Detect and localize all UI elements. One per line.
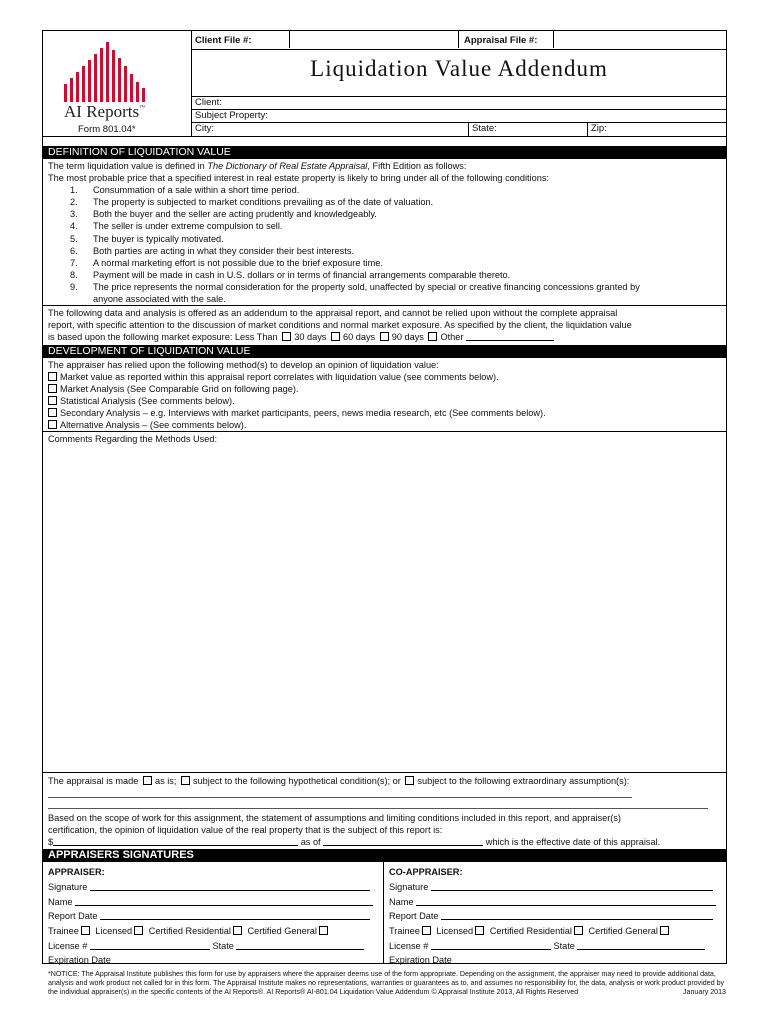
coappraiser-trainee-checkbox[interactable] [422, 926, 431, 935]
condition-item: The seller is under extreme compulsion to sell. [93, 221, 283, 231]
cert-gen-label: Certified General [247, 926, 317, 936]
conditions-line-1[interactable] [48, 797, 632, 798]
appraisal-made-line [48, 775, 629, 787]
following-line2: report, with specific attention to the discussion of market conditions and normal market exposure. As specified by the client, the liquidation value [48, 320, 632, 330]
appraiser-trainee-checkbox[interactable] [81, 926, 90, 935]
as-of-date-field[interactable] [323, 845, 483, 846]
method-label: Alternative Analysis – (See comments below). [60, 420, 247, 430]
state-label: State [553, 941, 575, 951]
definition-intro [48, 160, 466, 172]
method-option[interactable] [48, 383, 298, 395]
appraiser-expiration-row [48, 955, 371, 966]
coappraiser-cert-gen-checkbox[interactable] [660, 926, 669, 935]
coappraiser-licensed-checkbox[interactable] [475, 926, 484, 935]
method-option[interactable] [48, 419, 246, 431]
based-line2: certification, the opinion of liquidation value of the real property that is the subject of this report is: [48, 825, 443, 835]
coappraiser-license-field[interactable] [431, 949, 551, 950]
value-line [48, 836, 660, 848]
appraiser-name-field[interactable] [75, 905, 373, 906]
coappraiser-expiration-row [389, 955, 712, 966]
comments-label: Comments Regarding the Methods Used: [48, 434, 218, 444]
item-number: 8. [70, 270, 78, 280]
signatures-heading: APPRAISERS SIGNATURES [42, 849, 727, 862]
label-hypothetical: subject to the following hypothetical condition(s); or [192, 776, 401, 786]
market-exposure-line [48, 331, 554, 343]
appraiser-cert-gen-checkbox[interactable] [319, 926, 328, 935]
signature-label: Signature [48, 882, 88, 892]
cert-gen-label: Certified General [588, 926, 658, 936]
form-number: Form 801.04* [78, 124, 136, 135]
client-file-field[interactable] [289, 31, 459, 48]
appraiser-label: APPRAISER: [48, 867, 105, 877]
footer-notice [48, 970, 728, 998]
logo-tm: ™ [139, 105, 145, 111]
checkbox-90-days[interactable] [380, 332, 389, 341]
intro-text: The term liquidation value is defined in [48, 161, 208, 171]
expiration-label: Expiration Date [48, 955, 111, 965]
appraiser-expiration-field[interactable] [113, 963, 371, 964]
condition-item: Both parties are acting in what they consider their best interests. [93, 246, 354, 256]
city-field[interactable] [218, 123, 466, 135]
appraiser-report-date-field[interactable] [100, 919, 370, 920]
checkbox-other[interactable] [428, 332, 437, 341]
as-of-text: as of [300, 837, 321, 847]
following-line1: The following data and analysis is offered as an addendum to the appraisal report, and cannot be relied upon without the complete appraisal [48, 308, 618, 318]
method-checkbox[interactable] [48, 408, 57, 417]
city-label: City: [195, 123, 214, 134]
licensed-label: Licensed [436, 926, 474, 936]
method-label: Secondary Analysis – e.g. Interviews with market participants, peers, news media research, etc (See comments below). [60, 408, 546, 418]
coappraiser-signature-field[interactable] [431, 890, 713, 891]
method-checkbox[interactable] [48, 372, 57, 381]
coappraiser-expiration-field[interactable] [454, 963, 712, 964]
appraiser-report-date-row [48, 911, 370, 922]
label-other: Other [440, 332, 464, 342]
condition-item: Both the buyer and the seller are acting prudently and knowledgeably. [93, 209, 377, 219]
appraiser-licensed-checkbox[interactable] [134, 926, 143, 935]
name-label: Name [48, 897, 73, 907]
method-checkbox[interactable] [48, 420, 57, 429]
item-number: 7. [70, 258, 78, 268]
method-label: Market value as reported within this appraisal report correlates with liquidation value (see comments below). [60, 372, 499, 382]
client-field[interactable] [232, 97, 726, 108]
checkbox-60-days[interactable] [331, 332, 340, 341]
coappraiser-cert-res-checkbox[interactable] [574, 926, 583, 935]
subject-property-field[interactable] [275, 110, 726, 121]
label-extraordinary: subject to the following extraordinary assumption(s): [417, 776, 630, 786]
comments-textarea[interactable] [44, 446, 725, 770]
checkbox-as-is[interactable] [143, 776, 152, 785]
state-label: State [212, 941, 234, 951]
appraiser-signature-row [48, 882, 370, 893]
client-label: Client: [195, 97, 222, 108]
licensed-label: Licensed [95, 926, 133, 936]
market-exposure-text: is based upon the following market exposure: Less Than [48, 332, 278, 342]
condition-item: The property is subjected to market conditions prevailing as of the date of valuation. [93, 197, 434, 207]
appraiser-type-row [48, 926, 331, 937]
condition-item: Consummation of a sale within a short time period. [93, 185, 300, 195]
item-number: 9. [70, 282, 78, 292]
appraiser-state-field[interactable] [236, 949, 364, 950]
development-intro: The appraiser has relied upon the following method(s) to develop an opinion of liquidation value: [48, 360, 439, 370]
label-30-days: 30 days [294, 332, 327, 342]
coappraiser-label: CO-APPRAISER: [389, 867, 463, 877]
value-field[interactable] [53, 845, 298, 846]
label-as-is: as is; [154, 776, 177, 786]
item-number: 2. [70, 197, 78, 207]
item-number: 6. [70, 246, 78, 256]
condition-item: Payment will be made in cash in U.S. dollars or in terms of financial arrangements comparable thereto. [93, 270, 511, 280]
condition-item: The price represents the normal consideration for the property sold, unaffected by special or creative financing concessions granted by [93, 282, 640, 292]
condition-item: The buyer is typically motivated. [93, 234, 224, 244]
coappraiser-type-row [389, 926, 672, 937]
appraisal-file-field[interactable] [553, 31, 726, 48]
made-prefix: The appraisal is made [48, 776, 139, 786]
license-label: License # [389, 941, 429, 951]
item-number: 4. [70, 221, 78, 231]
appraiser-name-row [48, 897, 373, 908]
method-checkbox[interactable] [48, 384, 57, 393]
logo-text: AI Reports [64, 102, 140, 121]
method-option[interactable] [48, 395, 235, 407]
state-label: State: [472, 123, 497, 134]
label-60-days: 60 days [342, 332, 376, 342]
appraiser-license-row [48, 941, 364, 952]
cert-res-label: Certified Residential [148, 926, 231, 936]
coappraiser-license-row [389, 941, 705, 952]
report-date-label: Report Date [48, 911, 98, 921]
zip-field[interactable] [610, 123, 725, 135]
client-file-label: Client File #: [195, 35, 252, 46]
notice-text: *NOTICE: The Appraisal Institute publishes this form for use by appraisers where the appraiser deems use of the form appropriate. Depending on the assignment, the appraiser may need to provide additional data, analysis and work product not called for in this form. The Appraisal Institute makes no representations, warranties or guarantees as to, and assumes no responsibility for, the data, analysis or work product provided by the individual appraiser(s) in the specific contents of the AI Reports®. AI Reports® AI-801.04 Liquidation Value Addendum © Appraisal Institute 2013, All Rights Reserved [48, 970, 725, 997]
item-number: 5. [70, 234, 78, 244]
method-label: Statistical Analysis (See comments below). [60, 396, 235, 406]
state-field[interactable] [505, 123, 585, 135]
appraiser-cert-res-checkbox[interactable] [233, 926, 242, 935]
appraiser-signature-field[interactable] [90, 890, 370, 891]
method-option[interactable] [48, 407, 546, 419]
checkbox-hypothetical[interactable] [181, 776, 190, 785]
license-label: License # [48, 941, 88, 951]
other-days-field[interactable] [466, 340, 554, 341]
expiration-label: Expiration Date [389, 955, 452, 965]
method-option[interactable] [48, 371, 499, 383]
label-90-days: 90 days [391, 332, 424, 342]
conditions-line-2[interactable] [48, 808, 708, 809]
definition-heading: DEFINITION OF LIQUIDATION VALUE [42, 146, 727, 159]
coappraiser-report-date-field[interactable] [441, 919, 713, 920]
cert-res-label: Certified Residential [489, 926, 572, 936]
checkbox-30-days[interactable] [282, 332, 291, 341]
intro-text-end: , Fifth Edition as follows: [367, 161, 467, 171]
book-title: The Dictionary of Real Estate Appraisal [207, 161, 368, 171]
trainee-label: Trainee [389, 926, 420, 936]
trainee-label: Trainee [48, 926, 79, 936]
page-title: Liquidation Value Addendum [310, 56, 608, 81]
based-line1: Based on the scope of work for this assignment, the statement of assumptions and limiting conditions included in this report, and appraiser(s) [48, 813, 621, 823]
coappraiser-signature-row [389, 882, 713, 893]
coappraiser-report-date-row [389, 911, 713, 922]
item-number: 3. [70, 209, 78, 219]
signature-label: Signature [389, 882, 429, 892]
method-checkbox[interactable] [48, 396, 57, 405]
report-date-label: Report Date [389, 911, 439, 921]
subject-property-label: Subject Property: [195, 110, 268, 121]
appraiser-license-field[interactable] [90, 949, 210, 950]
appraisal-file-label: Appraisal File #: [464, 35, 538, 46]
method-label: Market Analysis (See Comparable Grid on following page). [60, 384, 299, 394]
checkbox-extraordinary[interactable] [405, 776, 414, 785]
coappraiser-name-field[interactable] [416, 905, 716, 906]
zip-label: Zip: [591, 123, 607, 134]
definition-intro-line2: The most probable price that a specified interest in real estate property is likely to bring under all of the following conditions: [48, 173, 549, 183]
logo [60, 40, 170, 124]
coappraiser-state-field[interactable] [577, 949, 705, 950]
item-number: 1. [70, 185, 78, 195]
dollar-sign: $ [48, 837, 54, 847]
footer-date: January 2013 [683, 988, 726, 997]
development-heading: DEVELOPMENT OF LIQUIDATION VALUE [42, 345, 727, 358]
condition-item-cont: anyone associated with the sale. [93, 294, 226, 304]
condition-item: A normal marketing effort is not possible due to the brief exposure time. [93, 258, 383, 268]
name-label: Name [389, 897, 414, 907]
effective-text: which is the effective date of this appraisal. [485, 837, 661, 847]
ai-reports-logo-icon [60, 40, 170, 102]
coappraiser-name-row [389, 897, 716, 908]
